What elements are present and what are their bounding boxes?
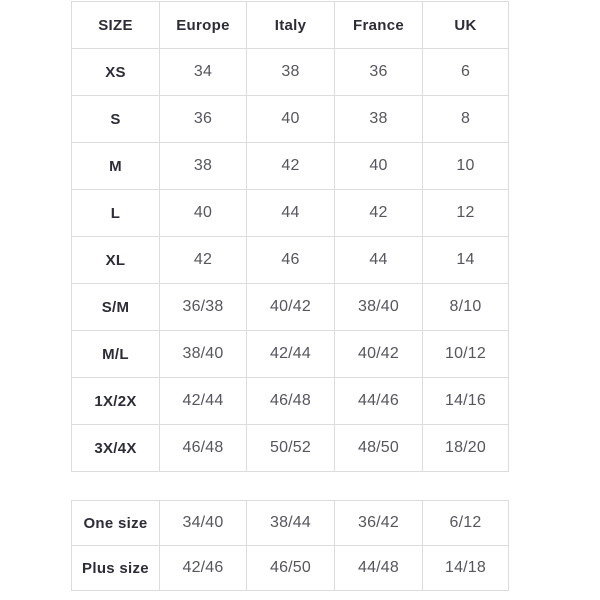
size-value-cell: 38 bbox=[335, 96, 423, 143]
size-value-cell: 44 bbox=[247, 190, 335, 237]
size-label-cell: 1X/2X bbox=[72, 378, 160, 425]
size-value-cell: 34 bbox=[160, 49, 247, 96]
size-value-cell: 40 bbox=[247, 96, 335, 143]
size-label-cell: 3X/4X bbox=[72, 425, 160, 472]
size-label-cell: S bbox=[72, 96, 160, 143]
size-value-cell: 10 bbox=[423, 143, 509, 190]
size-value-cell: 36/42 bbox=[335, 501, 423, 546]
table-row bbox=[72, 237, 509, 284]
size-value-cell: 40 bbox=[160, 190, 247, 237]
size-value-cell: 46/50 bbox=[247, 546, 335, 591]
size-value-cell: 42/44 bbox=[247, 331, 335, 378]
table-row bbox=[72, 501, 509, 546]
size-value-cell: 38 bbox=[160, 143, 247, 190]
size-value-cell: 36 bbox=[335, 49, 423, 96]
size-value-cell: 48/50 bbox=[335, 425, 423, 472]
column-header: SIZE bbox=[72, 2, 160, 49]
size-value-cell: 38/40 bbox=[160, 331, 247, 378]
size-value-cell: 18/20 bbox=[423, 425, 509, 472]
table-row bbox=[72, 96, 509, 143]
size-value-cell: 42/46 bbox=[160, 546, 247, 591]
table-row bbox=[72, 378, 509, 425]
size-label-cell: XS bbox=[72, 49, 160, 96]
column-header: France bbox=[335, 2, 423, 49]
size-value-cell: 38 bbox=[247, 49, 335, 96]
size-value-cell: 34/40 bbox=[160, 501, 247, 546]
column-header: Italy bbox=[247, 2, 335, 49]
table-row bbox=[72, 546, 509, 591]
table-row bbox=[72, 49, 509, 96]
one-size-table bbox=[71, 500, 509, 591]
size-value-cell: 50/52 bbox=[247, 425, 335, 472]
size-value-cell: 40/42 bbox=[247, 284, 335, 331]
size-value-cell: 36/38 bbox=[160, 284, 247, 331]
size-value-cell: 44/48 bbox=[335, 546, 423, 591]
size-value-cell: 44 bbox=[335, 237, 423, 284]
header-row bbox=[72, 2, 509, 49]
size-value-cell: 46/48 bbox=[247, 378, 335, 425]
size-value-cell: 40/42 bbox=[335, 331, 423, 378]
table-row bbox=[72, 425, 509, 472]
size-value-cell: 46/48 bbox=[160, 425, 247, 472]
size-value-cell: 42 bbox=[247, 143, 335, 190]
column-header: UK bbox=[423, 2, 509, 49]
size-value-cell: 46 bbox=[247, 237, 335, 284]
size-value-cell: 38/44 bbox=[247, 501, 335, 546]
size-conversion-table bbox=[71, 1, 509, 472]
size-label-cell: XL bbox=[72, 237, 160, 284]
column-header: Europe bbox=[160, 2, 247, 49]
size-value-cell: 12 bbox=[423, 190, 509, 237]
size-table-body bbox=[72, 49, 509, 472]
size-value-cell: 14 bbox=[423, 237, 509, 284]
size-label-cell: M bbox=[72, 143, 160, 190]
table-row bbox=[72, 143, 509, 190]
size-value-cell: 14/18 bbox=[423, 546, 509, 591]
size-table-header bbox=[72, 2, 509, 49]
size-label-cell: M/L bbox=[72, 331, 160, 378]
size-value-cell: 36 bbox=[160, 96, 247, 143]
size-value-cell: 10/12 bbox=[423, 331, 509, 378]
size-label-cell: One size bbox=[72, 501, 160, 546]
size-value-cell: 6 bbox=[423, 49, 509, 96]
one-size-table-body bbox=[72, 501, 509, 591]
size-value-cell: 8/10 bbox=[423, 284, 509, 331]
size-value-cell: 44/46 bbox=[335, 378, 423, 425]
size-label-cell: Plus size bbox=[72, 546, 160, 591]
table-row bbox=[72, 284, 509, 331]
size-value-cell: 42 bbox=[335, 190, 423, 237]
size-label-cell: L bbox=[72, 190, 160, 237]
size-value-cell: 42 bbox=[160, 237, 247, 284]
size-value-cell: 42/44 bbox=[160, 378, 247, 425]
size-value-cell: 40 bbox=[335, 143, 423, 190]
size-value-cell: 6/12 bbox=[423, 501, 509, 546]
table-row bbox=[72, 331, 509, 378]
size-label-cell: S/M bbox=[72, 284, 160, 331]
size-value-cell: 14/16 bbox=[423, 378, 509, 425]
size-value-cell: 8 bbox=[423, 96, 509, 143]
table-row bbox=[72, 190, 509, 237]
size-value-cell: 38/40 bbox=[335, 284, 423, 331]
